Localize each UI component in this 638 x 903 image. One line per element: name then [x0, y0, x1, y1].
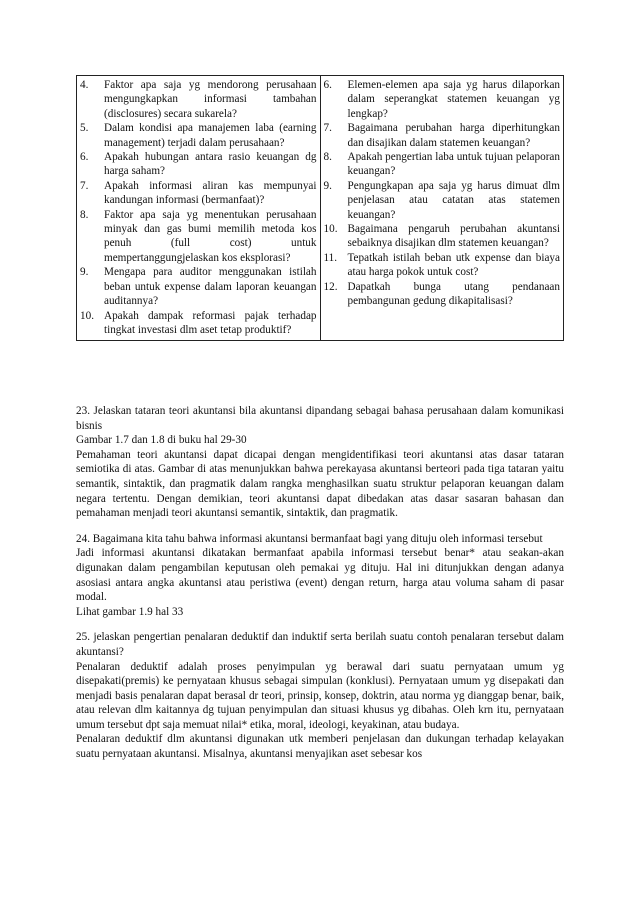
list-item: 10. Bagaimana pengaruh perubahan akuntansi sebaiknya disajikan dlm statemen keuangan?: [323, 223, 560, 250]
table-row: [77, 76, 564, 341]
reference-23: Gambar 1.7 dan 1.8 di buku hal 29-30: [76, 434, 247, 447]
right-column: [320, 76, 564, 341]
list-item: 9. Pengungkapan apa saja yg harus dimuat dlm penjelasan atau catatan atas statemen keuangan?: [323, 179, 560, 221]
left-question-list: [80, 78, 317, 337]
section-24: [76, 532, 564, 620]
question-25: 25. jelaskan pengertian penalaran deduktif dan induktif serta berilah suatu contoh penalaran tersebut dalam akuntansi?: [76, 631, 564, 658]
list-item: 9. Mengapa para auditor menggunakan istilah beban untuk expense dalam laporan keuangan auditannya?: [80, 266, 317, 308]
question-table: [76, 75, 564, 341]
answer-23: Pemahaman teori akuntansi dapat dicapai dengan mengidentifikasi teori akuntansi atas dasar tataran semiotika di atas. Gambar di atas menunjukkan bahwa perekayasa akuntansi berteori pada tiga tataran yaitu semantik, sintaktik, dan pragmatik dalam rangka menghasilkan suatu struktur pelaporan keuangan dalam negara tertentu. Dengan demikian, teori akuntansi dapat dibedakan atas dasar sasaran bahasan dan pemahaman menjadi teori akuntansi semantik, sintaktik, dan pragmatik.: [76, 448, 564, 520]
list-item: 5. Dalam kondisi apa manajemen laba (earning management) terjadi dalam perusahaan?: [80, 122, 317, 149]
reference-24: Lihat gambar 1.9 hal 33: [76, 605, 184, 618]
section-23: [76, 404, 564, 521]
list-item: 6. Apakah hubungan antara rasio keuangan dg harga saham?: [80, 151, 317, 178]
section-25: [76, 630, 564, 761]
list-item: 8. Apakah pengertian laba untuk tujuan pelaporan keuangan?: [323, 151, 560, 178]
list-item: 7. Bagaimana perubahan harga diperhitungkan dan disajikan dalam statemen keuangan?: [323, 122, 560, 149]
list-item: 4. Faktor apa saja yg mendorong perusahaan mengungkapkan informasi tambahan (disclosures) secara sukarela?: [80, 79, 317, 120]
list-item: 11. Tepatkah istilah beban utk expense dan biaya atau harga pokok untuk cost?: [323, 251, 560, 279]
left-column: [77, 76, 321, 341]
question-24: 24. Bagaimana kita tahu bahwa informasi akuntansi bermanfaat bagi yang dituju oleh informasi tersebut: [76, 532, 543, 545]
answer-24: Jadi informasi akuntansi dikatakan bermanfaat apabila informasi tersebut benar* atau seakan-akan digunakan dalam pengambilan keputusan oleh pemakai yg dituju. Hal ini ditunjukkan dengan adanya asosiasi antara angka akuntansi atau peristiwa (event) dengan return, harga atau voluma saham di pasar modal.: [76, 547, 564, 604]
list-item: 12. Dapatkah bunga utang pendanaan pembangunan gedung dikapitalisasi?: [323, 280, 560, 308]
list-item: 8. Faktor apa saja yg menentukan perusahaan minyak dan gas bumi memilih metoda kos penuh (full cost) untuk mempertanggungjelaskan kos eksplorasi?: [80, 208, 317, 264]
answer-25: Penalaran deduktif adalah proses penyimpulan yg berawal dari suatu pernyataan umum yg disepakati(premis) ke pernyataan khusus sebagai simpulan (konklusi). Pernyataan umum yg disepakati dan menjadi basis penalaran dapat berasal dr teori, prinsip, konsep, doktrin, atau norma yg dianggap benar, baik, atau relevan dlm kaitannya dg tujuan penyimpulan dan situasi khusus yg dibahas. Oleh krn itu, pernyataan umum tersebut dpt saja memuat nilai* etika, moral, ideologi, keyakinan, atau budaya.: [76, 660, 564, 731]
answer-25-continued: Penalaran deduktif dlm akuntansi digunakan utk memberi penjelasan dan dukungan terhadap kelayakan suatu pernyataan akuntansi. Misalnya, akuntansi menyajikan aset sebesar kos: [76, 733, 564, 761]
list-item: 6. Elemen-elemen apa saja yg harus dilaporkan dalam seperangkat statemen keuangan yg lengkap?: [323, 79, 560, 120]
list-item: 10. Apakah dampak reformasi pajak terhadap tingkat investasi dlm aset tetap produktif?: [80, 309, 317, 336]
document-body: [76, 404, 564, 773]
question-23: 23. Jelaskan tataran teori akuntansi bila akuntansi dipandang sebagai bahasa perusahaan dalam komunikasi bisnis: [76, 405, 564, 432]
list-item: 7. Apakah informasi aliran kas mempunyai kandungan informasi (bermanfaat)?: [80, 179, 317, 207]
right-question-list: [324, 78, 561, 309]
